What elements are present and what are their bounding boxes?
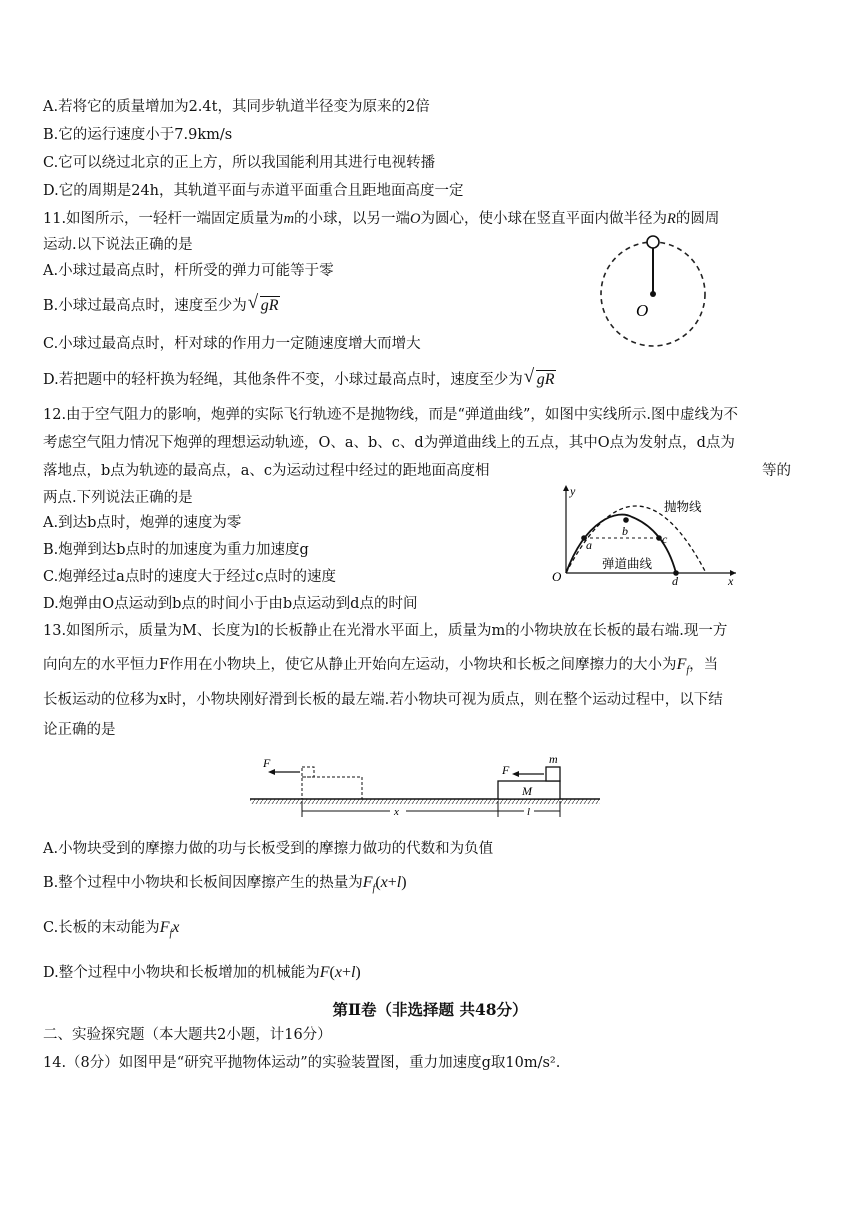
label-b: b	[622, 524, 628, 538]
q13-stem-line1: 13.如图所示，质量为M、长度为l的长板静止在光滑水平面上，质量为m的小物块放在长板的最右端.现一方	[43, 623, 728, 639]
section-2-heading: 二、实验探究题（本大题共2小题，计16分）	[43, 1027, 332, 1043]
label-o: O	[636, 301, 649, 320]
q11-option-a: A.小球过最高点时，杆所受的弹力可能等于零	[43, 263, 334, 279]
q11-option-b	[43, 296, 280, 316]
q13-option-c	[43, 918, 179, 944]
expr-f-x-plus-l: F(x+l)	[319, 964, 361, 981]
q10-option-b: B.它的运行速度小于7.9km/s	[43, 127, 233, 143]
q13-stem-text: 向向左的水平恒力F作用在小物块上，使它从静止开始向左运动，小物块和长板之间摩擦力的大小为	[43, 657, 677, 673]
q12-stem-line3a: 落地点，b点为轨迹的最高点，a、c为运动过程中经过的距地面高度相	[43, 463, 490, 479]
q11-stem-line2: 运动.以下说法正确的是	[43, 237, 193, 253]
q11-option-b-text: B.小球过最高点时，速度至少为	[43, 298, 247, 314]
y-axis-arrow	[563, 485, 569, 491]
point-b	[623, 517, 629, 523]
sqrt-radicand: gR	[536, 371, 555, 388]
sqrt-radicand: gR	[260, 297, 279, 314]
ball	[647, 236, 659, 248]
q11-circle-figure	[594, 230, 712, 354]
var-r: R	[667, 211, 676, 227]
q12-option-c: C.炮弹经过a点时的速度大于经过c点时的速度	[43, 569, 336, 585]
q11-stem-text: 为圆心，使小球在竖直平面内做半径为	[420, 211, 668, 227]
var-ff: $F_f$	[676, 656, 690, 676]
var-m: m	[283, 211, 295, 227]
q12-stem-line1: 12.由于空气阻力的影响，炮弹的实际飞行轨迹不是抛物线，而是“弹道曲线”，如图中实线所示.图中虚线为不	[43, 407, 738, 423]
q13-option-b-text: B.整个过程中小物块和长板间因摩擦产生的热量为	[43, 875, 363, 891]
q13-stem-line4: 论正确的是	[43, 722, 116, 738]
force-arrowhead-right	[512, 771, 519, 777]
expr-ff-x-plus-l: $F_f(x+l)$	[362, 874, 407, 894]
q10-option-d: D.它的周期是24h，其轨道平面与赤道平面重合且距地面高度一定	[43, 183, 464, 199]
center-point	[650, 291, 656, 297]
label-x: x	[728, 574, 734, 588]
label-m: m	[549, 753, 558, 766]
label-f-1: F	[263, 756, 271, 770]
label-a: a	[586, 538, 592, 552]
label-big-m: M	[522, 784, 532, 798]
q11-option-d	[43, 370, 556, 390]
q10-option-a: A.若将它的质量增加为2.4t，其同步轨道半径变为原来的2倍	[43, 99, 430, 115]
q13-option-d-text: D.整个过程中小物块和长板增加的机械能为	[43, 965, 320, 981]
q12-option-d: D.炮弹由O点运动到b点的时间小于由b点运动到d点的时间	[43, 596, 418, 612]
block-start-dashed	[302, 767, 314, 777]
label-y: y	[570, 484, 576, 498]
q11-stem-text: 的小球，以另一端	[294, 211, 411, 227]
q12-stem-line2: 考虑空气阻力情况下炮弹的理想运动轨迹，O、a、b、c、d为弹道曲线上的五点，其中O点为发射点，d点为	[43, 435, 735, 451]
label-l: l	[527, 806, 531, 818]
section-2-title: 第Ⅱ卷（非选择题 共48分）	[332, 1000, 528, 1019]
label-parabola: 抛物线	[664, 500, 702, 514]
label-f-2: F	[502, 763, 510, 777]
q11-stem-text: 的圆周	[675, 211, 720, 227]
q12-stem-line3b: 等的	[762, 463, 791, 479]
q13-stem-line3: 长板运动的位移为x时，小物块刚好滑到长板的最左端.若小物块可视为质点，则在整个运动过程中，以下结	[43, 692, 723, 708]
q12-trajectory-figure	[548, 481, 744, 589]
sqrt-gr	[249, 296, 280, 316]
label-x: x	[394, 806, 399, 818]
label-c: c	[662, 532, 668, 546]
var-o: O	[410, 211, 421, 227]
q13-option-c-text: C.长板的末动能为	[43, 920, 160, 936]
q12-option-b: B.炮弹到达b点时的加速度为重力加速度g	[43, 542, 309, 558]
q11-option-d-text: D.若把题中的轻杆换为轻绳，其他条件不变，小球过最高点时，速度至少为	[43, 372, 523, 388]
point-c	[656, 535, 662, 541]
q13-option-d	[43, 963, 361, 983]
q13-option-b	[43, 873, 407, 899]
q13-board-figure	[250, 753, 602, 823]
q10-option-c: C.它可以绕过北京的正上方，所以我国能利用其进行电视转播	[43, 155, 436, 171]
q13-option-a: A.小物块受到的摩擦力做的功与长板受到的摩擦力做功的代数和为负值	[43, 841, 494, 857]
block-m	[546, 767, 560, 781]
expr-ff-x: $F_fx$	[159, 919, 180, 939]
q14-stem: 14.（8分）如图甲是“研究平抛物体运动”的实验装置图，重力加速度g取10m/s².	[43, 1055, 561, 1071]
q11-stem-text: 11.如图所示，一轻杆一端固定质量为	[43, 211, 284, 227]
sqrt-gr	[525, 370, 556, 390]
q11-option-c: C.小球过最高点时，杆对球的作用力一定随速度增大而增大	[43, 336, 421, 352]
q13-stem-text: ，当	[689, 657, 719, 673]
label-o: O	[552, 569, 562, 584]
q12-option-a: A.到达b点时，炮弹的速度为零	[43, 515, 242, 531]
board-start-dashed	[302, 777, 362, 799]
q13-stem-line2	[43, 655, 718, 681]
label-ballistic-curve: 弹道曲线	[602, 557, 653, 571]
label-d: d	[672, 574, 678, 588]
q12-stem-line4: 两点.下列说法正确的是	[43, 490, 193, 506]
q11-stem-line1	[43, 209, 719, 229]
